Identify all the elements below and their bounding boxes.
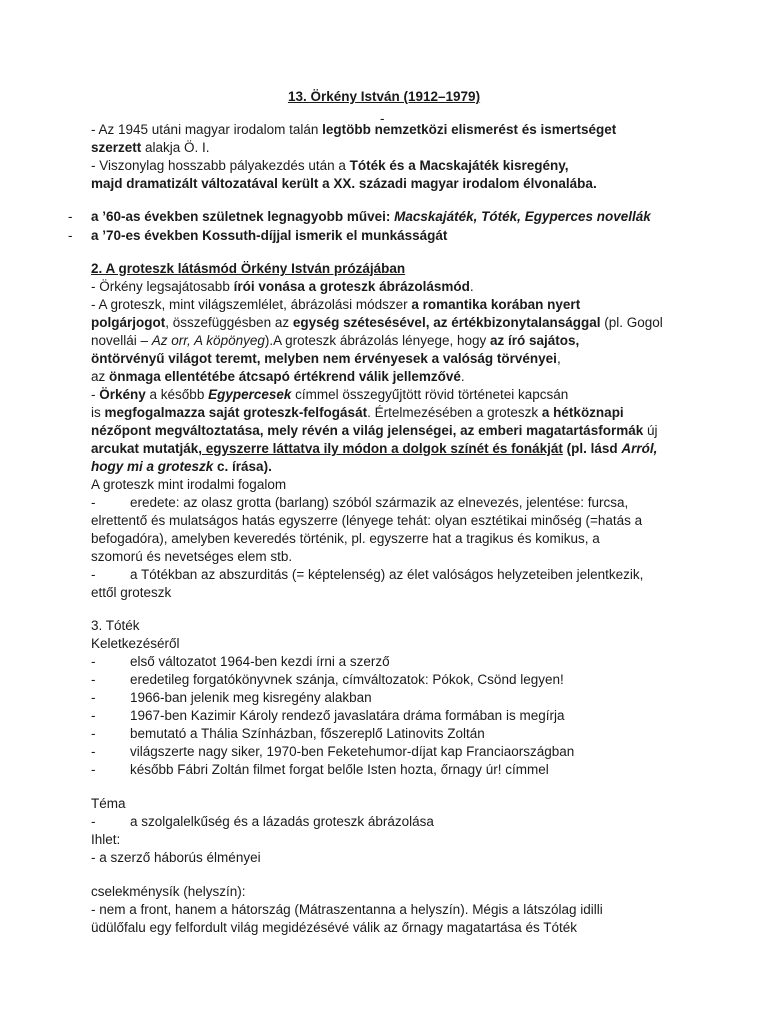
list-dash: - [91, 744, 96, 759]
list-item: - a szerző háborús élményei [91, 850, 261, 865]
paragraph-line: hogy mi a groteszk c. írása). [91, 459, 272, 474]
list-dash: - [91, 690, 96, 705]
intro-line: - Viszonylag hosszabb pályakezdés után a Tóték és a Macskajáték kisregény, [91, 158, 569, 173]
list-item: a ’70-es években Kossuth-díjjal ismerik el munkásságát [91, 228, 448, 243]
paragraph-line: a Tótékban az abszurditás (= képtelenség) az élet valóságos helyzeteiben jelentkezik, [130, 567, 644, 582]
list-dash: - [91, 495, 96, 510]
paragraph-line: - Örkény legsajátosabb írói vonása a groteszk ábrázolásmód. [91, 279, 474, 294]
list-item: első változatot 1964-ben kezdi írni a szerző [130, 654, 390, 669]
list-dash: - [91, 726, 96, 741]
paragraph-line: novellái – Az orr, A köpönyeg).A groteszk ábrázolás lényege, hogy az író sajátos, [91, 333, 580, 348]
list-dash: - [91, 762, 96, 777]
stray-mark: - [380, 111, 385, 126]
paragraph-line: polgárjogot, összefüggésben az egység szétesésével, az értékbizonytalansággal (pl. Gogol [91, 315, 663, 330]
section-heading: Téma [91, 796, 126, 811]
subheading: Ihlet: [91, 832, 121, 847]
list-dash: - [91, 708, 96, 723]
list-item: a szolgalelkűség és a lázadás groteszk ábrázolása [130, 814, 434, 829]
paragraph-line: eredete: az olasz grotta (barlang) szóból származik az elnevezés, jelentése: furcsa, [130, 495, 629, 510]
paragraph-line: elrettentő és mulatságos hatás egyszerre (lényege tehát: olyan esztétikai minőség (=hatás a [91, 513, 643, 528]
paragraph-line: is megfogalmazza saját groteszk-felfogását. Értelmezésében a groteszk a hétköznapi [91, 405, 624, 420]
paragraph-line: - Örkény a később Egypercesek címmel összegyűjtött rövid történetei kapcsán [91, 387, 569, 402]
intro-line: szerzett alakja Ö. I. [91, 140, 210, 155]
paragraph-line: öntörvényű világot teremt, melyben nem érvényesek a valóság törvényei, [91, 351, 561, 366]
list-dash: - [68, 209, 73, 224]
list-dash: - [91, 672, 96, 687]
list-item: világszerte nagy siker, 1970-ben Feketehumor-díjat kap Franciaországban [130, 744, 575, 759]
intro-line: majd dramatizált változatával került a XX. századi magyar irodalom élvonalába. [91, 176, 597, 191]
paragraph-line: A groteszk mint irodalmi fogalom [91, 477, 287, 492]
paragraph-line: - nem a front, hanem a hátország (Mátraszentanna a helyszín). Mégis a látszólag idilli [91, 902, 603, 917]
paragraph-line: arcukat mutatják, egyszerre láttatva ily módon a dolgok színét és fonákját (pl. lásd Arról, [91, 441, 658, 456]
paragraph-line: ettől groteszk [91, 585, 172, 600]
paragraph-line: nézőpont megváltoztatása, mely révén a világ jelenségei, az emberi magatartásformák új [91, 423, 658, 438]
list-dash: - [91, 814, 96, 829]
list-item: 1967-ben Kazimir Károly rendező javaslatára dráma formában is megírja [130, 708, 565, 723]
paragraph-line: - A groteszk, mint világszemlélet, ábrázolási módszer a romantika korában nyert [91, 297, 581, 312]
list-dash: - [68, 228, 73, 243]
paragraph-line: üdülőfalu egy felfordult világ megidézésévé válik az őrnagy magatartása és Tóték [91, 920, 578, 935]
list-item: eredetileg forgatókönyvnek szánja, címváltozatok: Pókok, Csönd legyen! [130, 672, 564, 687]
subheading: Keletkezéséről [91, 636, 180, 651]
list-item: később Fábri Zoltán filmet forgat belőle Isten hozta, őrnagy úr! címmel [130, 762, 549, 777]
paragraph-line: szomorú és nevetséges elem stb. [91, 549, 293, 564]
paragraph-line: az önmaga ellentétébe átcsapó értékrend válik jellemzővé. [91, 369, 465, 384]
paragraph-line: befogadóra), amelyben keveredés történik, pl. egyszerre hat a tragikus és komikus, a [91, 531, 600, 546]
intro-line: - Az 1945 utáni magyar irodalom talán legtöbb nemzetközi elismerést és ismertséget [91, 122, 617, 137]
list-item: a ’60-as években születnek legnagyobb művei: Macskajáték, Tóték, Egyperces novellák [91, 209, 651, 224]
list-item: 1966-ban jelenik meg kisregény alakban [130, 690, 372, 705]
list-dash: - [91, 654, 96, 669]
section-heading: 2. A groteszk látásmód Örkény István prózájában [91, 261, 406, 276]
section-heading: 3. Tóték [91, 618, 140, 633]
page-title: 13. Örkény István (1912–1979) [287, 89, 481, 104]
list-item: bemutató a Thália Színházban, főszereplő Latinovits Zoltán [130, 726, 485, 741]
list-dash: - [91, 567, 96, 582]
section-heading: cselekménysík (helyszín): [91, 884, 246, 899]
